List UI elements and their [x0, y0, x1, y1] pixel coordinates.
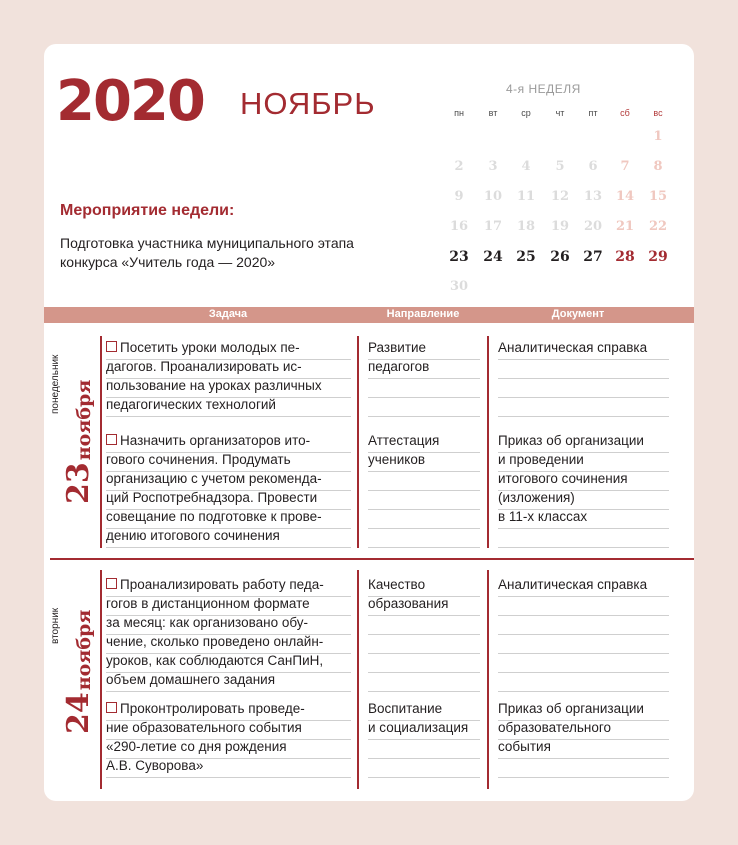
- calendar-dayname: пн: [454, 108, 464, 118]
- task-text: уроков, как соблюдаются СанПиН,: [106, 653, 324, 668]
- ruled-line: [368, 653, 480, 654]
- task-text: ние образовательного события: [106, 720, 302, 735]
- task-text: гового сочинения. Продумать: [106, 452, 291, 467]
- calendar-dayname: вс: [653, 108, 663, 118]
- calendar-date: 2: [454, 159, 464, 174]
- ruled-line: [368, 691, 480, 692]
- mini-calendar: [44, 44, 694, 304]
- event-heading: Мероприятие недели:: [60, 202, 235, 219]
- task-text: за месяц: как организовано обу-: [106, 615, 309, 630]
- ruled-line: [498, 359, 669, 360]
- document-text: в 11-х классах: [498, 509, 588, 524]
- task-line: [106, 338, 356, 357]
- direction-text: и социализация: [368, 720, 469, 735]
- calendar-date: 24: [483, 249, 503, 265]
- ruled-line: [368, 528, 480, 529]
- ruled-line: [368, 672, 480, 673]
- calendar-date: 28: [615, 249, 635, 265]
- day-date: [61, 609, 96, 734]
- calendar-date: 14: [615, 189, 635, 204]
- document-text: (изложения): [498, 490, 575, 505]
- task-line: [106, 357, 356, 376]
- direction-text: Качество: [368, 577, 426, 592]
- task-text: гогов в дистанционном формате: [106, 596, 310, 611]
- calendar-date: 7: [620, 159, 630, 174]
- task-line: [106, 756, 356, 775]
- document-cell: [498, 431, 673, 526]
- task-line: [106, 575, 356, 594]
- planner-page: [44, 44, 694, 801]
- ruled-line: [498, 615, 669, 616]
- document-text: Аналитическая справка: [498, 340, 648, 355]
- day-weekday: понедельник: [50, 354, 61, 414]
- task-text: А.В. Суворова»: [106, 758, 204, 773]
- direction-cell: [368, 699, 483, 737]
- direction-text: учеников: [368, 452, 426, 467]
- task-checkbox[interactable]: [106, 578, 117, 589]
- ruled-line: [368, 739, 480, 740]
- calendar-date: 29: [648, 249, 668, 265]
- document-cell: [498, 699, 673, 756]
- calendar-date: 25: [516, 249, 536, 265]
- ruled-line: [498, 653, 669, 654]
- direction-text: Аттестация: [368, 433, 440, 448]
- task-line: [106, 469, 356, 488]
- week-label: 4-я НЕДЕЛЯ: [506, 82, 581, 96]
- ruled-line: [368, 378, 480, 379]
- calendar-date: 4: [521, 159, 531, 174]
- direction-text: образования: [368, 596, 449, 611]
- task-line: [106, 526, 356, 545]
- task-line: [106, 718, 356, 737]
- task-line: [106, 651, 356, 670]
- ruled-line: [106, 691, 351, 692]
- day-label: [52, 344, 102, 514]
- task-cell: [106, 431, 356, 545]
- task-text: чение, сколько проведено онлайн-: [106, 634, 324, 649]
- task-text: организацию с учетом рекоменда-: [106, 471, 322, 486]
- ruled-line: [368, 397, 480, 398]
- ruled-line: [498, 691, 669, 692]
- calendar-date: 5: [555, 159, 565, 174]
- ruled-line: [498, 547, 669, 548]
- calendar-date: 15: [648, 189, 668, 204]
- ruled-line: [368, 416, 480, 417]
- ruled-line: [368, 471, 480, 472]
- calendar-date: 21: [615, 219, 635, 234]
- calendar-dayname: пт: [588, 108, 598, 118]
- task-text: дению итогового сочинения: [106, 528, 280, 543]
- column-rule: [357, 570, 359, 789]
- document-cell: [498, 575, 673, 594]
- task-text: Назначить организаторов ито-: [120, 433, 311, 448]
- day-divider: [50, 558, 694, 560]
- ruled-line: [368, 547, 480, 548]
- task-text: пользование на уроках различных: [106, 378, 322, 393]
- task-line: [106, 450, 356, 469]
- calendar-date: 16: [449, 219, 469, 234]
- calendar-date: 3: [488, 159, 498, 174]
- ruled-line: [368, 615, 480, 616]
- document-text: итогового сочинения: [498, 471, 628, 486]
- task-line: [106, 670, 356, 689]
- day-weekday: вторник: [50, 607, 61, 644]
- task-text: дагогов. Проанализировать ис-: [106, 359, 302, 374]
- ruled-line: [498, 758, 669, 759]
- calendar-date: 12: [550, 189, 570, 204]
- calendar-date: 10: [483, 189, 503, 204]
- calendar-date: 22: [648, 219, 668, 234]
- ruled-line: [368, 509, 480, 510]
- ruled-line: [106, 547, 351, 548]
- ruled-line: [368, 490, 480, 491]
- calendar-date: 26: [550, 249, 570, 265]
- document-text: Аналитическая справка: [498, 577, 648, 592]
- task-cell: [106, 699, 356, 775]
- task-text: Посетить уроки молодых пе-: [120, 340, 300, 355]
- direction-cell: [368, 575, 483, 613]
- ruled-line: [498, 397, 669, 398]
- direction-text: Воспитание: [368, 701, 443, 716]
- day-label: [52, 574, 102, 744]
- calendar-date: 30: [449, 279, 469, 294]
- column-header-document: Документ: [551, 308, 605, 320]
- column-header-task: Задача: [208, 308, 248, 320]
- task-cell: [106, 575, 356, 689]
- task-text: «290-летие со дня рождения: [106, 739, 287, 754]
- calendar-date: 18: [516, 219, 536, 234]
- document-text: Приказ об организации: [498, 701, 644, 716]
- day-number: 23: [61, 462, 96, 504]
- direction-cell: [368, 431, 483, 469]
- column-rule: [487, 570, 489, 789]
- document-text: и проведении: [498, 452, 584, 467]
- task-line: [106, 594, 356, 613]
- ruled-line: [368, 758, 480, 759]
- ruled-line: [106, 416, 351, 417]
- task-cell: [106, 338, 356, 414]
- task-line: [106, 507, 356, 526]
- ruled-line: [368, 634, 480, 635]
- ruled-line: [106, 777, 351, 778]
- document-text: образовательного: [498, 720, 611, 735]
- task-text: Проанализировать работу педа-: [120, 577, 324, 592]
- document-cell: [498, 338, 673, 357]
- task-line: [106, 632, 356, 651]
- year-title: 2020: [56, 69, 204, 134]
- calendar-date: 19: [550, 219, 570, 234]
- calendar-date: 20: [583, 219, 603, 234]
- calendar-date: 11: [516, 189, 536, 204]
- calendar-date: 27: [583, 249, 603, 265]
- task-line: [106, 488, 356, 507]
- column-rule: [487, 336, 489, 548]
- ruled-line: [498, 672, 669, 673]
- task-checkbox[interactable]: [106, 341, 117, 352]
- column-rule: [357, 336, 359, 548]
- day-month: ноября: [73, 609, 95, 691]
- calendar-dayname: сб: [620, 108, 630, 118]
- calendar-dayname: вт: [488, 108, 498, 118]
- task-line: [106, 613, 356, 632]
- direction-text: Развитие: [368, 340, 427, 355]
- ruled-line: [498, 378, 669, 379]
- calendar-date: 6: [588, 159, 598, 174]
- task-line: [106, 737, 356, 756]
- calendar-dayname: чт: [555, 108, 565, 118]
- task-text: ций Роспотребнадзора. Провести: [106, 490, 318, 505]
- day-month: ноября: [73, 379, 95, 461]
- task-text: совещание по подготовке к прове-: [106, 509, 322, 524]
- ruled-line: [498, 634, 669, 635]
- task-checkbox[interactable]: [106, 702, 117, 713]
- calendar-date: 13: [583, 189, 603, 204]
- task-line: [106, 376, 356, 395]
- ruled-line: [498, 777, 669, 778]
- task-text: объем домашнего задания: [106, 672, 276, 687]
- day-number: 24: [61, 692, 96, 734]
- direction-text: педагогов: [368, 359, 430, 374]
- document-text: события: [498, 739, 551, 754]
- calendar-date: 23: [449, 249, 469, 265]
- task-text: Проконтролировать проведе-: [120, 701, 305, 716]
- calendar-date: 17: [483, 219, 503, 234]
- direction-cell: [368, 338, 483, 376]
- table-header: [44, 307, 694, 323]
- task-line: [106, 699, 356, 718]
- calendar-date: 1: [653, 129, 663, 144]
- day-date: [61, 379, 96, 504]
- task-line: [106, 431, 356, 450]
- column-header-direction: Направление: [386, 308, 460, 320]
- task-text: педагогических технологий: [106, 397, 276, 412]
- ruled-line: [368, 777, 480, 778]
- task-checkbox[interactable]: [106, 434, 117, 445]
- event-line: конкурса «Учитель года — 2020»: [60, 254, 276, 270]
- calendar-date: 9: [454, 189, 464, 204]
- ruled-line: [498, 528, 669, 529]
- ruled-line: [498, 596, 669, 597]
- month-title: НОЯБРЬ: [240, 86, 376, 121]
- ruled-line: [498, 416, 669, 417]
- task-line: [106, 395, 356, 414]
- event-line: Подготовка участника муниципального этапа: [60, 235, 354, 251]
- document-text: Приказ об организации: [498, 433, 644, 448]
- calendar-dayname: ср: [521, 108, 531, 118]
- calendar-date: 8: [653, 159, 663, 174]
